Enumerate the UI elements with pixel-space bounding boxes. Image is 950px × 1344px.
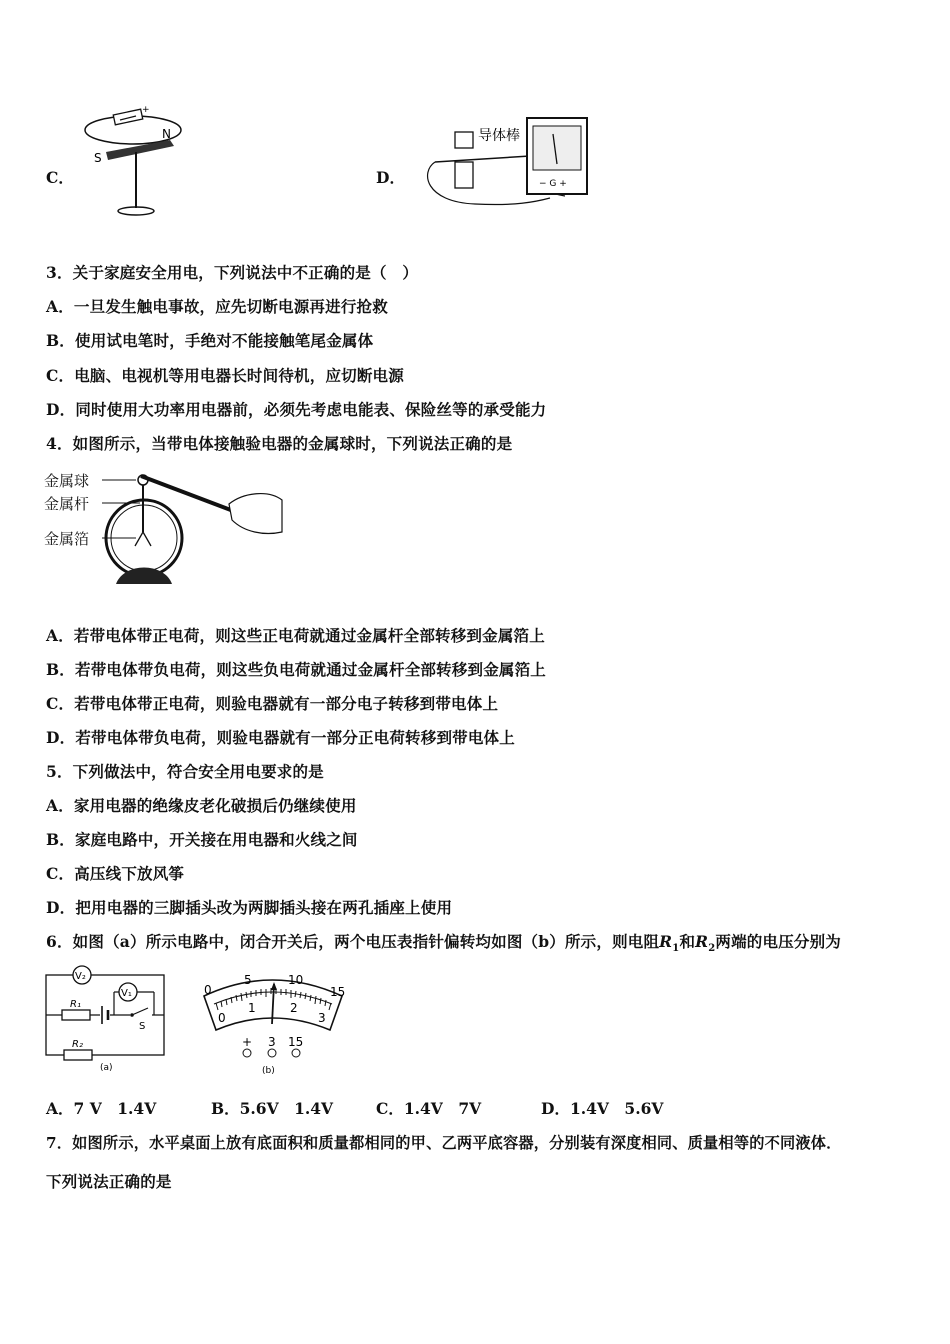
q6-stem [46, 930, 841, 954]
top-scale-0: 0 [204, 983, 212, 997]
q7-stem-line2: 下列说法正确的是 [46, 1172, 172, 1191]
terminal-plus: + [242, 1035, 253, 1049]
terminal-3: 3 [268, 1035, 276, 1049]
r1-label: R₁ [70, 999, 81, 1010]
north-pole-label: N [162, 127, 171, 141]
r1-symbol: R [659, 932, 673, 951]
electroscope-figure [44, 462, 289, 588]
caption-b: (b) [262, 1066, 275, 1076]
metal-foil-label: 金属箔 [44, 530, 90, 548]
v1-label: V₁ [121, 988, 132, 999]
svg-text:− G +: − G + [539, 179, 567, 189]
bottom-scale-0: 0 [218, 1011, 226, 1025]
q6-stem-suffix: 两端的电压分别为 [715, 932, 842, 951]
option-c-label: C． [46, 168, 74, 187]
top-scale-5: 5 [244, 973, 252, 987]
bottom-scale-1: 1 [248, 1001, 256, 1015]
r2-symbol: R [695, 932, 709, 951]
bottom-scale-2: 2 [290, 1001, 298, 1015]
v2-label: V₂ [75, 971, 86, 982]
r2-label: R₂ [72, 1039, 83, 1050]
voltmeter-dial-b [190, 966, 356, 1078]
q4-stem: 4．如图所示，当带电体接触验电器的金属球时，下列说法正确的是 [46, 434, 513, 453]
q3-option-c: C．电脑、电视机等用电器长时间待机，应切断电源 [46, 366, 404, 385]
q3-option-d: D．同时使用大功率用电器前，必须先考虑电能表、保险丝等的承受能力 [46, 400, 547, 419]
circuit-diagram-a [42, 963, 172, 1073]
r1-subscript: 1 [672, 943, 680, 955]
q4-option-b: B．若带电体带负电荷，则这些负电荷就通过金属杆全部转移到金属箔上 [46, 660, 547, 679]
q4-option-d: D．若带电体带负电荷，则验电器就有一部分正电荷转移到带电体上 [46, 728, 515, 747]
option-d-label: D． [376, 168, 405, 187]
r2-subscript: 2 [708, 943, 716, 955]
q3-stem: 3．关于家庭安全用电，下列说法中不正确的是（ ） [46, 263, 419, 282]
top-scale-10: 10 [288, 973, 304, 987]
caption-a: (a) [100, 1063, 113, 1073]
q6-and: 和 [679, 932, 696, 951]
terminal-15: 15 [288, 1035, 304, 1049]
conductor-label: 导体棒 [478, 128, 520, 144]
q4-option-a: A．若带电体带正电荷，则这些正电荷就通过金属杆全部转移到金属箔上 [46, 626, 545, 645]
q5-option-d: D．把用电器的三脚插头改为两脚插头接在两孔插座上使用 [46, 898, 453, 917]
q5-option-a: A．家用电器的绝缘皮老化破损后仍继续使用 [46, 796, 357, 815]
q6-stem-prefix: 6．如图（a）所示电路中，闭合开关后，两个电压表指针偏转均如图（b）所示，则电阻 [46, 932, 660, 951]
metal-ball-label: 金属球 [44, 472, 90, 490]
q6-option-d: D．1.4V 5.6V [541, 1099, 664, 1118]
q3-option-b: B．使用试电笔时，手绝对不能接触笔尾金属体 [46, 331, 374, 350]
top-scale-15: 15 [330, 985, 346, 999]
magnet-compass-figure [78, 100, 188, 222]
metal-rod-label: 金属杆 [44, 495, 90, 513]
q6-option-a: A．7 V 1.4V [46, 1099, 157, 1118]
south-pole-label: S [94, 151, 102, 165]
q5-stem: 5．下列做法中，符合安全用电要求的是 [46, 762, 324, 781]
q5-option-c: C．高压线下放风筝 [46, 864, 185, 883]
q4-option-c: C．若带电体带正电荷，则验电器就有一部分电子转移到带电体上 [46, 694, 499, 713]
q3-option-a: A．一旦发生触电事故，应先切断电源再进行抢救 [46, 297, 388, 316]
q5-option-b: B．家庭电路中，开关接在用电器和火线之间 [46, 830, 358, 849]
q7-stem-line1: 7．如图所示，水平桌面上放有底面积和质量都相同的甲、乙两平底容器，分别装有深度相同、质量相等的不同液体． [46, 1134, 842, 1152]
q6-option-c: C．1.4V 7V [376, 1099, 482, 1118]
q6-option-b: B．5.6V 1.4V [211, 1099, 334, 1118]
svg-text:+: + [142, 105, 150, 115]
conductor-galvanometer-figure [415, 112, 593, 224]
switch-label: S [139, 1021, 146, 1032]
bottom-scale-3: 3 [318, 1011, 326, 1025]
